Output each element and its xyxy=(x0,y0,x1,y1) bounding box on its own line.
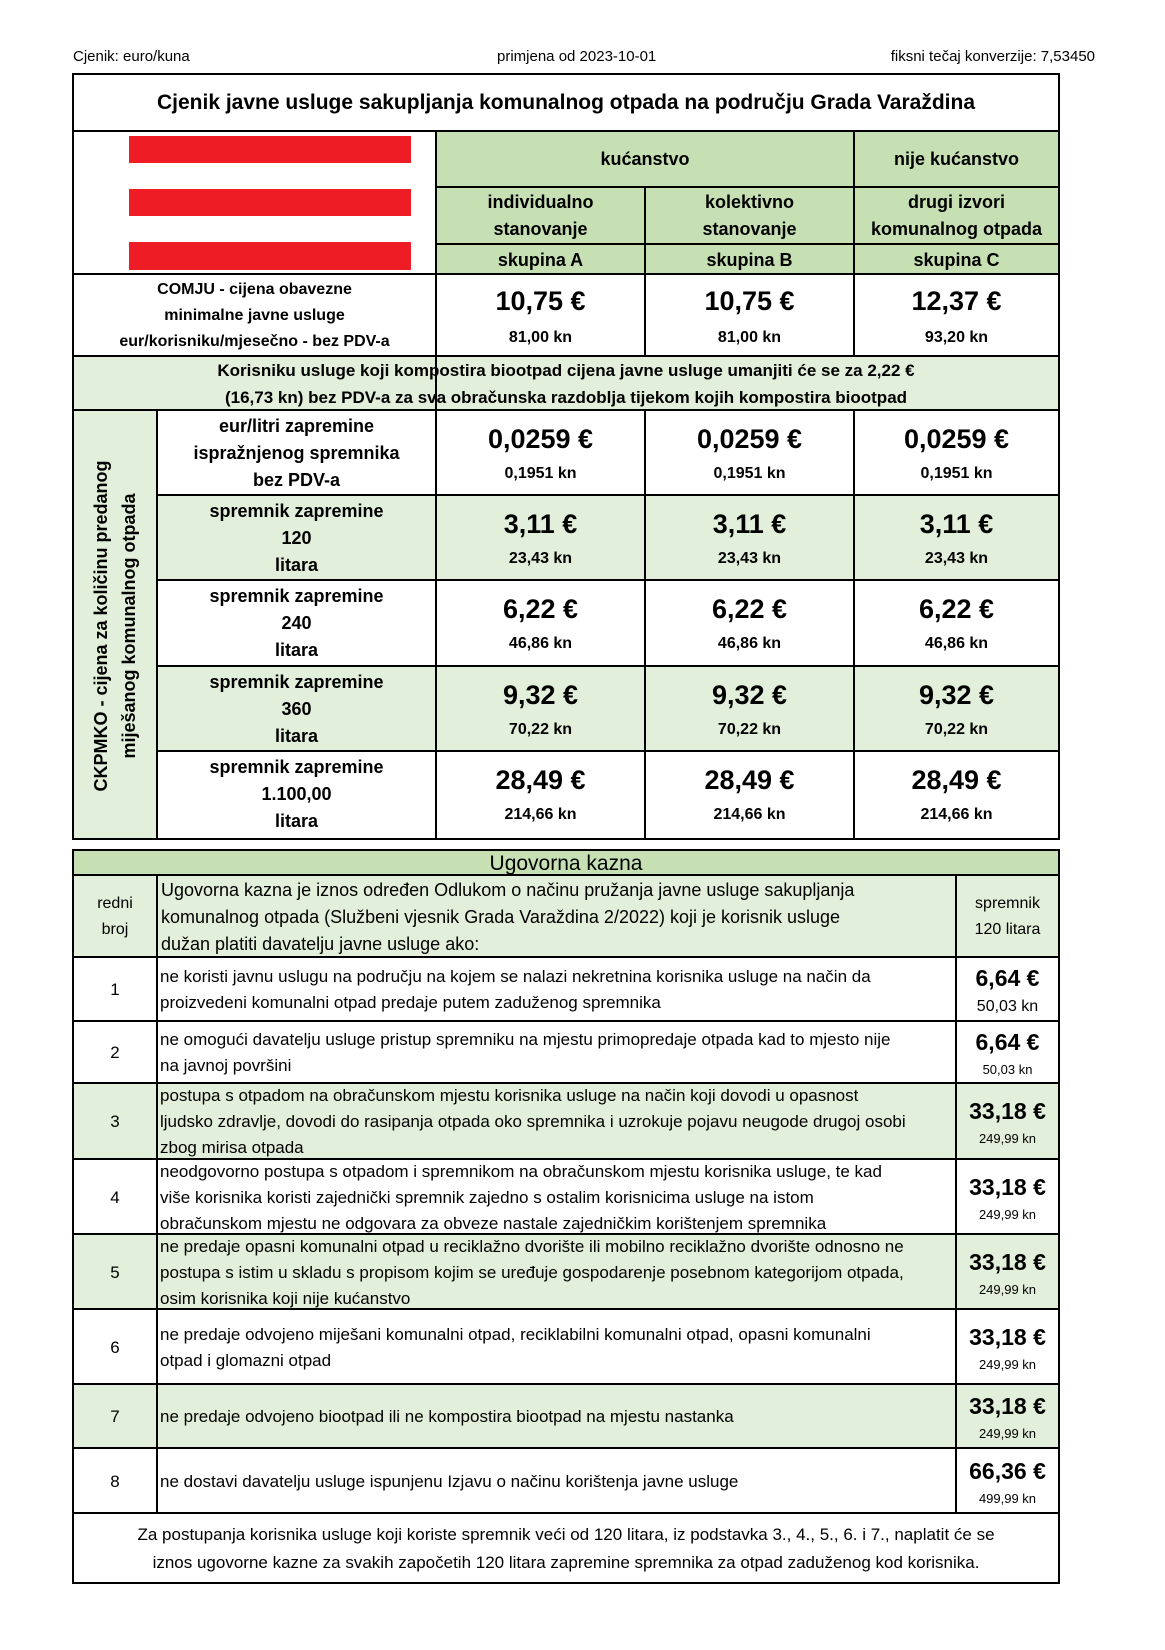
ckpmko-price-cell: 9,32 € 70,22 kn xyxy=(711,679,788,738)
comju-price-a: 10,75 € 81,00 kn xyxy=(495,285,586,346)
column-header-c: drugi izvori komunalnog otpada xyxy=(871,192,1042,239)
penalty-row-text: neodgovorno postupa s otpadom i spremnikom na obračunskom mjestu korisnika usluge, te kad više korisnika koristi zajednički spremnik zajedno s ostalim korisnicima usluge na istom obračunskom mjestu ne odgovara za obveze nastale zajedničkim korištenjem spremnika xyxy=(160,1161,882,1233)
household-header: kućanstvo xyxy=(600,149,690,169)
ckpmko-price-cell: 0,0259 € 0,1951 kn xyxy=(696,423,803,482)
ckpmko-price-cell: 9,32 € 70,22 kn xyxy=(918,679,995,738)
penalty-row-text: ne predaje odvojeno miješani komunalni otpad, reciklabilni komunalni otpad, opasni komunalni otpad i glomazni otpad xyxy=(160,1324,871,1370)
column-header-a: individualno stanovanje xyxy=(487,192,594,239)
penalty-row-number: 5 xyxy=(110,1262,120,1282)
comju-label: COMJU - cijena obavezne minimalne javne usluge eur/korisniku/mjesečno - bez PDV-a xyxy=(119,281,390,350)
col-number-header: redni broj xyxy=(97,895,133,938)
penalty-amount: 33,18 € 249,99 kn xyxy=(969,1248,1046,1297)
penalty-row-number: 2 xyxy=(110,1043,120,1062)
penalty-amount: 33,18 € 249,99 kn xyxy=(969,1323,1046,1372)
penalty-row-number: 3 xyxy=(110,1112,120,1131)
price-table xyxy=(72,73,1060,840)
ckpmko-row-label: spremnik zapremine 240 litara xyxy=(209,585,384,660)
ckpmko-row-label: spremnik zapremine 1.100,00 litara xyxy=(209,756,384,831)
penalty-amount: 6,64 € 50,03 kn xyxy=(975,964,1040,1015)
non-household-header: nije kućanstvo xyxy=(893,149,1020,169)
ckpmko-price-cell: 3,11 € 23,43 kn xyxy=(712,508,787,567)
penalty-title: Ugovorna kazna xyxy=(489,851,643,875)
ckpmko-row-label: eur/litri zapremine ispražnjenog spremnika bez PDV-a xyxy=(193,415,400,490)
header-left: Cjenik: euro/kuna xyxy=(73,48,190,65)
penalty-row-number: 7 xyxy=(110,1407,120,1426)
ckpmko-price-cell: 0,0259 € 0,1951 kn xyxy=(487,423,594,482)
ckpmko-price-cell: 28,49 € 214,66 kn xyxy=(911,764,1002,823)
group-b: skupina B xyxy=(706,249,793,270)
ckpmko-price-cell: 6,22 € 46,86 kn xyxy=(918,593,995,652)
flag-icon xyxy=(129,136,411,270)
penalty-amount: 33,18 € 249,99 kn xyxy=(969,1098,1046,1146)
ckpmko-price-cell: 6,22 € 46,86 kn xyxy=(711,593,788,652)
penalty-row-number: 1 xyxy=(110,980,120,999)
penalty-amount: 6,64 € 50,03 kn xyxy=(975,1029,1040,1077)
header-right: fiksni tečaj konverzije: 7,53450 xyxy=(890,48,1095,65)
penalty-amount: 66,36 € 499,99 kn xyxy=(969,1457,1046,1506)
penalty-footer: Za postupanja korisnika usluge koji koriste spremnik veći od 120 litara, iz podstavka 3., 4., 5., 6. i 7., naplatit će se iznos ugovorne kazne za svakih započetih 120 litara zapremine spremnika za otpad zaduženog kod korisnika. xyxy=(137,1525,995,1572)
penalty-row-number: 4 xyxy=(110,1187,120,1207)
penalty-row-text: ne predaje odvojeno biootpad ili ne kompostira biootpad na mjestu nastanka xyxy=(160,1407,734,1426)
ckpmko-label: CKPMKO - cijena za količinu predanog miješanog komunalnog otpada xyxy=(91,460,139,792)
ckpmko-price-cell: 28,49 € 214,66 kn xyxy=(495,764,586,823)
comju-price-c: 12,37 € 93,20 kn xyxy=(911,285,1002,346)
page-title: Cjenik javne usluge sakupljanja komunalnog otpada na području Grada Varaždina xyxy=(156,90,976,114)
penalty-row-text: postupa s otpadom na obračunskom mjestu korisnika usluge na način koji dovodi u opasnost ljudsko zdravlje, dovodi do rasipanja otpada oko spremnika i uzrokuje pojavu neugode drugoj osobi zbog mirisa otpada xyxy=(160,1086,906,1157)
col-amount-header: spremnik 120 litara xyxy=(974,895,1041,938)
compost-note: Korisniku usluge koji kompostira biootpad cijena javne usluge umanjiti će se za 2,22 € (16,73 kn) bez PDV-a za sva obračunska razdoblja tijekom kojih kompostira biootpad xyxy=(217,361,915,407)
penalty-intro: Ugovorna kazna je iznos određen Odlukom o načinu pružanja javne usluge sakupljanja komunalnog otpada (Službeni vjesnik Grada Varaždina 2/2022) koji je korisnik usluge dužan platiti davatelju javne usluge ako: xyxy=(161,879,855,954)
ckpmko-row-label: spremnik zapremine 120 litara xyxy=(209,500,384,575)
group-c: skupina C xyxy=(913,249,1000,270)
ckpmko-price-cell: 9,32 € 70,22 kn xyxy=(502,679,579,738)
penalty-row-number: 8 xyxy=(110,1471,120,1491)
ckpmko-price-cell: 28,49 € 214,66 kn xyxy=(704,764,795,823)
ckpmko-row-label: spremnik zapremine 360 litara xyxy=(209,671,384,746)
comju-price-b: 10,75 € 81,00 kn xyxy=(704,285,795,346)
penalty-amount: 33,18 € 249,99 kn xyxy=(969,1393,1046,1441)
header-center: primjena od 2023-10-01 xyxy=(497,48,657,65)
penalty-row-text: ne predaje opasni komunalni otpad u reciklažno dvorište ili mobilno reciklažno dvorište odnosno ne postupa s istim u skladu s propisom kojim se uređuje gospodarenje posebnom kategorijom otpada, osim korisnika koji nije kućanstvo xyxy=(160,1236,904,1308)
penalty-row-text: ne koristi javnu uslugu na području na kojem se nalazi nekretnina korisnika usluge na način da proizvedeni komunalni otpad predaje putem zaduženog spremnika xyxy=(160,967,871,1012)
group-a: skupina A xyxy=(497,249,584,270)
ckpmko-price-cell: 3,11 € 23,43 kn xyxy=(919,508,994,567)
penalty-row-number: 6 xyxy=(110,1337,120,1357)
ckpmko-price-cell: 6,22 € 46,86 kn xyxy=(502,593,579,652)
column-header-b: kolektivno stanovanje xyxy=(702,192,797,239)
penalty-amount: 33,18 € 249,99 kn xyxy=(969,1173,1046,1222)
ckpmko-price-cell: 3,11 € 23,43 kn xyxy=(503,508,578,567)
ckpmko-price-cell: 0,0259 € 0,1951 kn xyxy=(903,423,1010,482)
penalty-row-text: ne omogući davatelju usluge pristup spremniku na mjestu primopredaje otpada kad to mjesto nije na javnoj površini xyxy=(160,1030,891,1075)
penalty-row-text: ne dostavi davatelju usluge ispunjenu Izjavu o načinu korištenja javne usluge xyxy=(160,1471,739,1491)
penalty-table xyxy=(72,849,1060,1584)
